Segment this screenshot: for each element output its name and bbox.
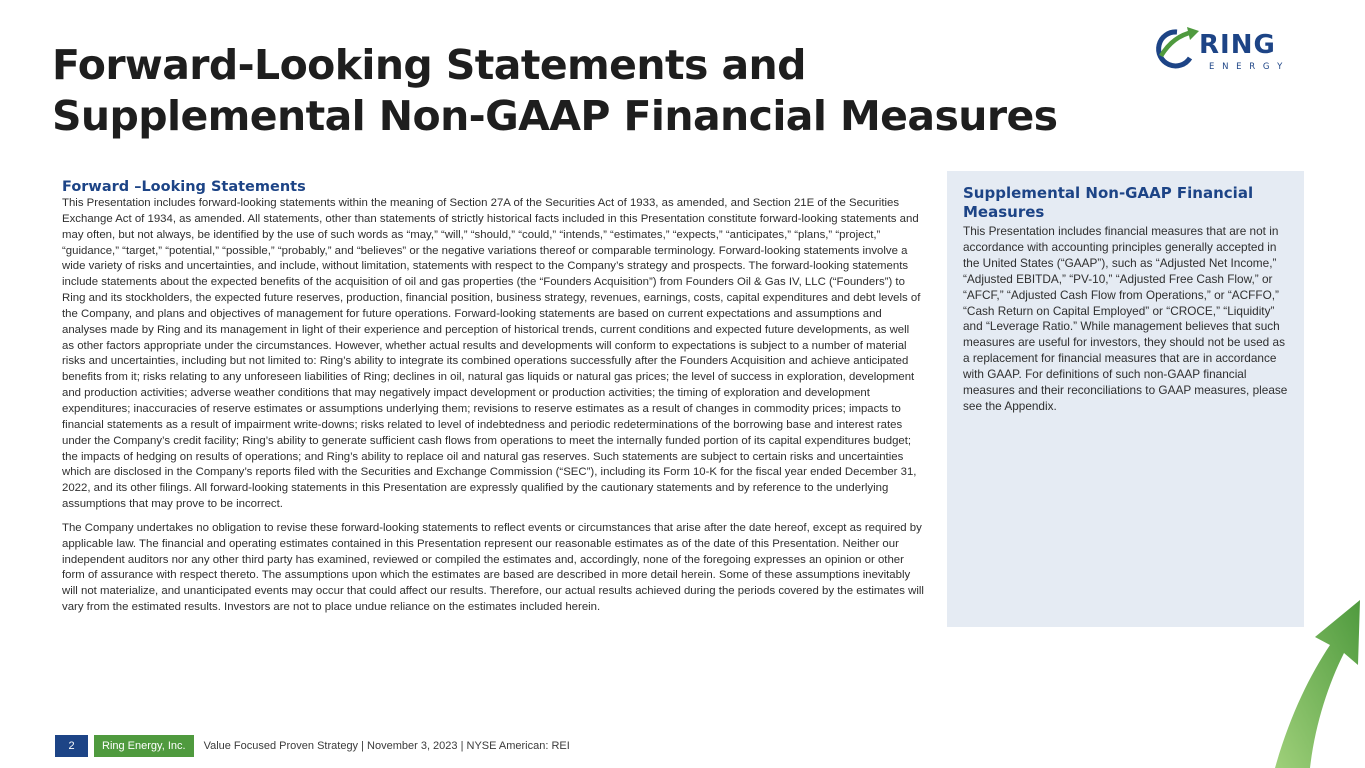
footer-company: Ring Energy, Inc. xyxy=(94,735,194,757)
page-title-line-2: Supplemental Non-GAAP Financial Measures xyxy=(52,92,1058,140)
ring-energy-logo xyxy=(1153,26,1315,74)
page-title-line-1: Forward-Looking Statements and xyxy=(52,41,806,89)
logo-word: RING xyxy=(1199,30,1276,60)
forward-looking-paragraph-2: The Company undertakes no obligation to revise these forward-looking statements to reflect events or circumstances that arise after the date hereof, except as required by applicable law. The financial and operating estimates contained in this Presentation represent our reasonable estimates as of the date of this Presentation. Neither our independent auditors nor any other third party has examined, reviewed or compiled the estimates and, accordingly, none of the foregoing expresses an opinion or other form of assurance with respect thereto. The assumptions upon which the estimates are based are described in more detail herein. Some of these assumptions inevitably will not materialize, and unanticipated events may occur that could affect our results. Therefore, our actual results achieved during the periods covered by the estimates will vary from the estimated results. Investors are not to place undue reliance on the estimates included herein. xyxy=(62,521,924,614)
non-gaap-heading: Supplemental Non-GAAP Financial Measures xyxy=(963,184,1254,221)
footer xyxy=(55,735,570,757)
green-up-arrow-icon xyxy=(1270,575,1365,768)
forward-looking-section xyxy=(62,178,924,616)
forward-looking-heading: Forward –Looking Statements xyxy=(62,179,306,195)
page-number: 2 xyxy=(55,735,88,757)
non-gaap-panel xyxy=(947,171,1304,627)
non-gaap-body: This Presentation includes financial measures that are not in accordance with accounting principles generally accepted in the United States (“GAAP”), such as “Adjusted Net Income,” “Adjusted EBITDA,” “PV-10,” “Adjusted Free Cash Flow,” or “AFCF,” “Adjusted Cash Flow from Operations,” or “ACFFO,” “Cash Return on Capital Employed” or “CROCE,” “Liquidity” and “Leverage Ratio.” While management believes that such measures are useful for investors, they should not be used as a replacement for financial measures that are in accordance with GAAP. For definitions of such non-GAAP financial measures and their reconciliations to GAAP measures, please see the Appendix. xyxy=(963,224,1288,413)
forward-looking-paragraph-1: This Presentation includes forward-looking statements within the meaning of Section 27A of the Securities Act of 1933, as amended, and Section 21E of the Securities Exchange Act of 1934, as amended. All statements, other than statements of strictly historical facts included in this Presentation constitute forward-looking statements and may often, but not always, be identified by the use of such words as “may,” “will,” “should,” “could,” “intends,” “estimates,” “expects,” “anticipates,” “plans,” “project,” “guidance,” “target,” “potential,” “possible,” “probably,” and “believes” or the negative variations thereof or comparable terminology. Forward-looking statements involve a wide variety of risks and uncertainties, and include, without limitation, statements with respect to the Company’s strategy and prospects. The forward-looking statements include statements about the expected benefits of the acquisition of oil and gas properties (the “Founders Acquisition”) from Founders Oil & Gas IV, LLC (“Founders”) to Ring and its stockholders, the expected future reserves, production, financial position, business strategy, revenues, earnings, costs, capital expenditures and debt levels of the Company, and plans and objectives of management for future operations. Forward-looking statements are based on current expectations and assumptions and analyses made by Ring and its management in light of their experience and perception of historical trends, current conditions and expected future developments, as well as other factors appropriate under the circumstances. However, whether actual results and developments will conform to expectations is subject to a number of material risks and uncertainties, including but not limited to: Ring’s ability to integrate its combined operations successfully after the Founders Acquisition and achieve anticipated benefits from it; risks relating to any unforeseen liabilities of Ring; declines in oil, natural gas liquids or natural gas prices; the level of success in exploration, development and production activities; adverse weather conditions that may negatively impact development or production activities; the timing of exploration and development expenditures; inaccuracies of reserve estimates or assumptions underlying them; revisions to reserve estimates as a result of changes in commodity prices; impacts to financial statements as a result of impairment write-downs; risks related to level of indebtedness and periodic redeterminations of the borrowing base and interest rates under the Company’s credit facility; Ring’s ability to generate sufficient cash flows from operations to meet the internally funded portion of its capital expenditures budget; the impacts of hedging on results of operations; and Ring’s ability to replace oil and natural gas reserves. Such statements are subject to certain risks and uncertainties which are disclosed in the Company’s reports filed with the Securities and Exchange Commission (“SEC”), including its Form 10-K for the fiscal year ended December 31, 2022, and its other filings. All forward-looking statements in this Presentation are expressly qualified by the cautionary statements and by reference to the underlying assumptions that may prove to be incorrect. xyxy=(62,197,921,511)
footer-tagline: Value Focused Proven Strategy | November 3, 2023 | NYSE American: REI xyxy=(203,740,570,752)
page-title xyxy=(52,40,1112,142)
logo-subword: E N E R G Y xyxy=(1209,62,1285,72)
ring-arrow-logo-icon xyxy=(1159,27,1199,66)
